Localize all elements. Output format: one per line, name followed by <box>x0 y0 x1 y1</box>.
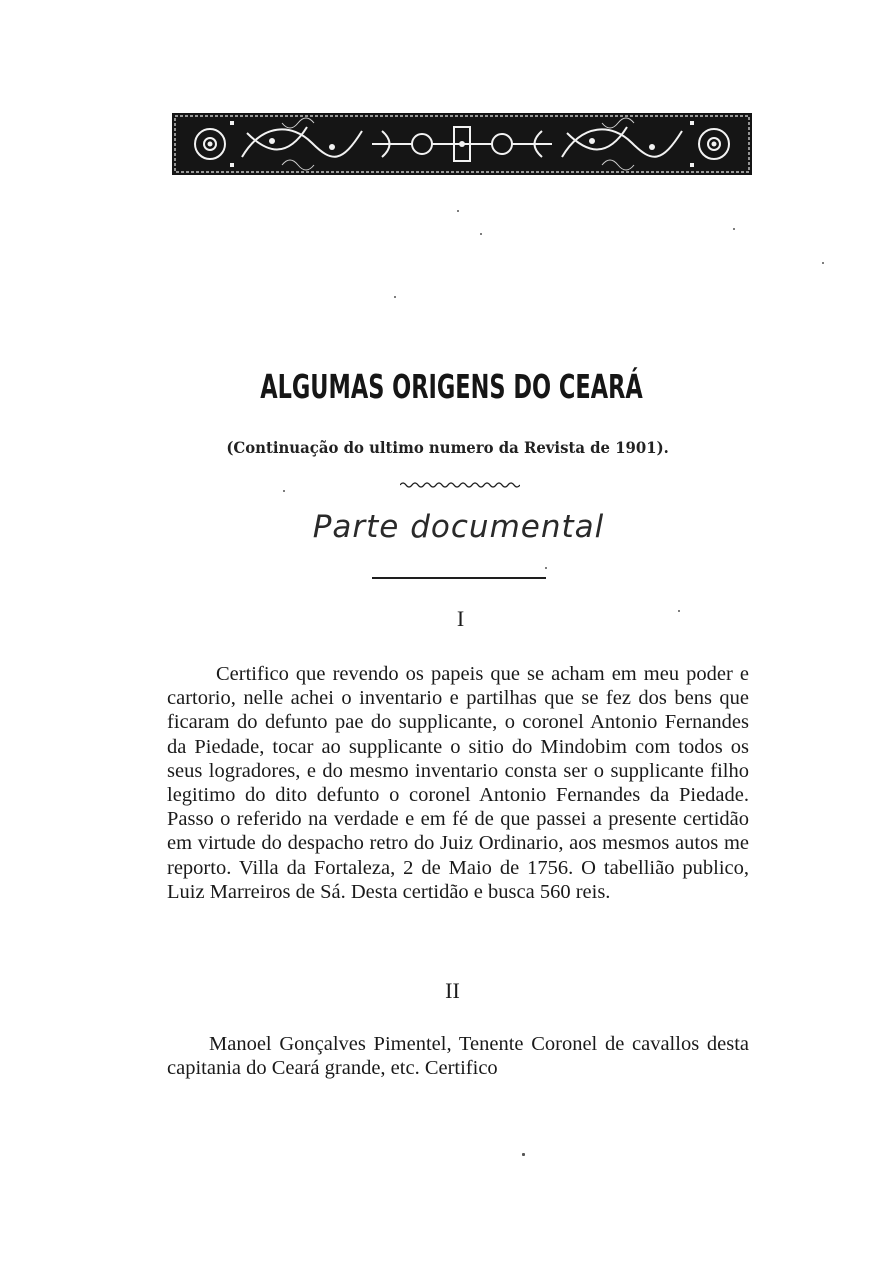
print-speck <box>457 210 459 212</box>
print-speck <box>733 228 735 230</box>
print-speck <box>283 490 285 492</box>
article-subtitle: (Continuação do ultimo numero da Revista de 1901). <box>226 438 669 457</box>
print-speck <box>678 610 680 612</box>
print-speck <box>480 233 482 235</box>
document-numeral: I <box>456 606 465 631</box>
section-heading: Parte documental <box>312 509 605 545</box>
document-text: Certifico que revendo os papeis que se acham em meu poder e cartorio, nelle achei o inventario e partilhas que se fez dos bens que ficaram do defunto pae do supplicante, o coronel Antonio Fernandes da Piedade, tocar ao supplicante o sitio do Mindobim com todos os seus logradores, e do mesmo inventario consta ser o supplicante filho legitimo do dito defunto o coronel Antonio Fernandes da Piedade. Passo o referido na verdade e em fé de que passei a presente certidão em virtude do despacho retro do Juiz Ordinario, aos mesmos autos me reporto. Villa da Fortaleza, 2 de Maio de 1756. O tabellião publico, Luiz Marreiros de Sá. Desta certidão e busca 560 reis. <box>167 663 749 903</box>
document-text: Manoel Gonçalves Pimentel, Tenente Coronel de cavallos desta capitania do Ceará grande, etc. Certifico <box>167 1033 749 1080</box>
straight-divider <box>372 577 546 579</box>
print-speck <box>522 1153 525 1156</box>
ornamental-header-band <box>172 113 752 175</box>
document-numeral: II <box>445 978 460 1003</box>
wavy-divider <box>400 480 520 490</box>
print-speck <box>394 296 396 298</box>
print-speck <box>545 567 547 569</box>
article-title: ALGUMAS ORIGENS DO CEARÁ <box>260 367 643 406</box>
print-speck <box>822 262 824 264</box>
decorative-floral-band-icon <box>172 113 752 175</box>
